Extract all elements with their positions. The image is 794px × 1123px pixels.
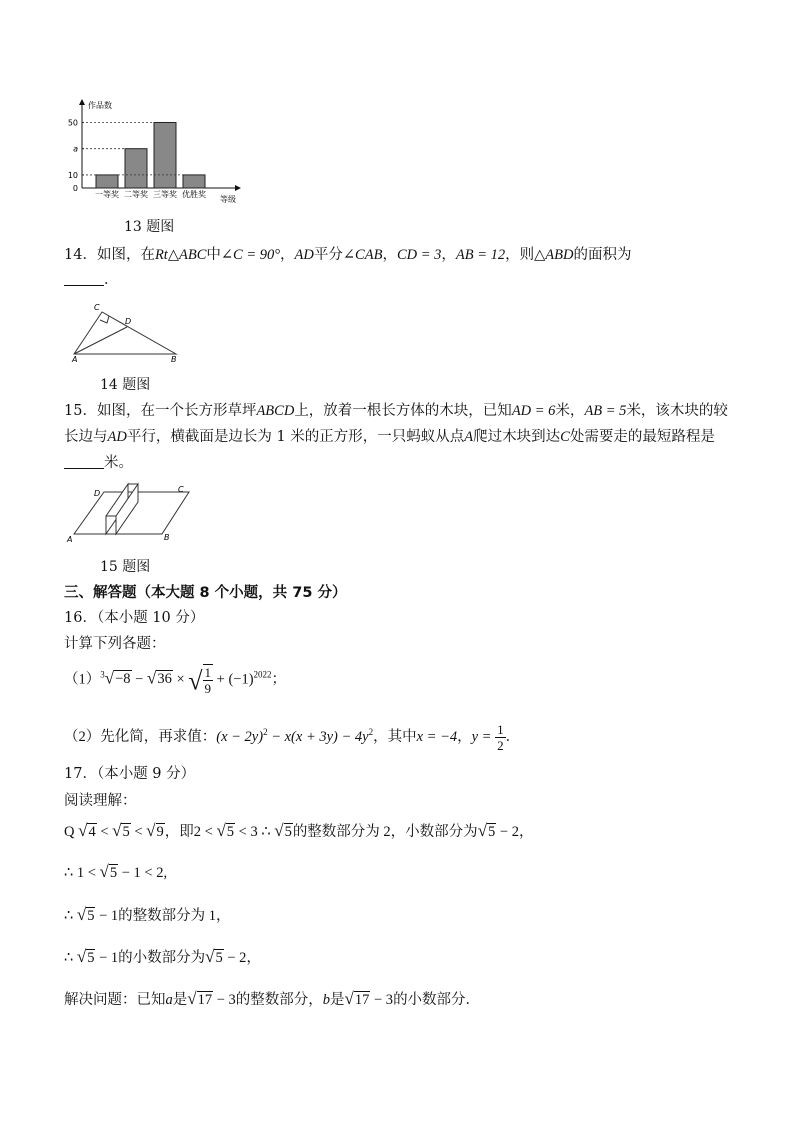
q15-line2: 长边与AD平行，横截面是边长为 1 米的正方形，一只蚂蚁从点A爬过木块到达C处需要走的最短路程是	[64, 429, 715, 445]
label-d: D	[125, 317, 132, 326]
label-c: C	[94, 303, 100, 312]
y-tick-label: 10	[67, 170, 78, 180]
lawn-figure-15	[64, 478, 194, 546]
caption-14: 14 题图	[100, 377, 151, 393]
q14-line2: ．	[64, 268, 119, 289]
q17-line2: ∴ 1 < √5 − 1 < 2,	[64, 862, 168, 881]
y-tick-label: 50	[67, 118, 78, 128]
bar-chart-13	[62, 96, 252, 208]
label-b: B	[164, 533, 170, 542]
answer-blank-15[interactable]	[64, 454, 104, 469]
caption-15: 15 题图	[100, 559, 151, 575]
y-axis-label: 作品数	[88, 101, 112, 110]
q17-line5: 解决问题：已知a是√17 − 3的整数部分，b是√17 − 3的小数部分．	[64, 989, 481, 1008]
q17-intro: 阅读理解：	[64, 793, 137, 809]
bar	[154, 122, 176, 188]
category-label: 二等奖	[124, 190, 148, 199]
q17-line4: ∴ √5 − 1的小数部分为√5 − 2，	[64, 947, 261, 966]
q16-header: 16．（本小题 10 分）	[64, 610, 205, 626]
category-label: 一等奖	[95, 190, 119, 199]
q16-intro: 计算下列各题：	[64, 636, 166, 652]
y-tick-label: 0	[72, 184, 78, 193]
q17-line3: ∴ √5 − 1的整数部分为 1，	[64, 905, 231, 924]
category-label: 三等奖	[153, 190, 177, 199]
q16-part1: $(1)^3√-8 - √36$ × √ $\frac{1}{9}$ + $(-1)^{2022}$；	[64, 665, 287, 696]
bar	[183, 175, 205, 188]
q14-line1: 14．如图，在Rt△ABC中∠C = 90°，AD平分∠CAB，CD = 3，AB = 12，则△ABD的面积为	[64, 247, 632, 263]
x-axis-label: 等级	[220, 195, 236, 204]
q15-line3: 米。	[64, 451, 133, 472]
label-b: B	[171, 355, 177, 364]
label-c: C	[178, 485, 184, 494]
triangle-figure-14	[64, 298, 184, 364]
q15-line1: 15．如图，在一个长方形草坪ABCD上，放着一根长方体的木块，已知AD = 6米，AB = 5米，该木块的较	[64, 403, 728, 419]
q16-part2: （2）先化简，再求值：$(x - 2y)^2 - x(x + 3y) - 4y^2$，其中x = −4，y = $\frac{1}{2}$ ．	[64, 722, 521, 753]
answer-blank-14[interactable]	[64, 271, 104, 286]
q17-line1: Q √4 < √5 < √9，即2 < √5 < 3 ∴ √5的整数部分为 2，小数部分为√5 − 2，	[64, 821, 534, 840]
section-title: 三、解答题（本大题 8 个小题，共 75 分）	[64, 585, 347, 601]
label-a: A	[67, 535, 73, 544]
q17-header: 17．（本小题 9 分）	[64, 766, 196, 782]
bar	[125, 149, 147, 188]
label-a: A	[72, 355, 78, 364]
label-d: D	[94, 489, 101, 498]
caption-13: 13 题图	[124, 219, 175, 235]
y-tick-label: a	[73, 144, 78, 154]
bar	[96, 175, 118, 188]
category-label: 优胜奖	[182, 190, 206, 199]
